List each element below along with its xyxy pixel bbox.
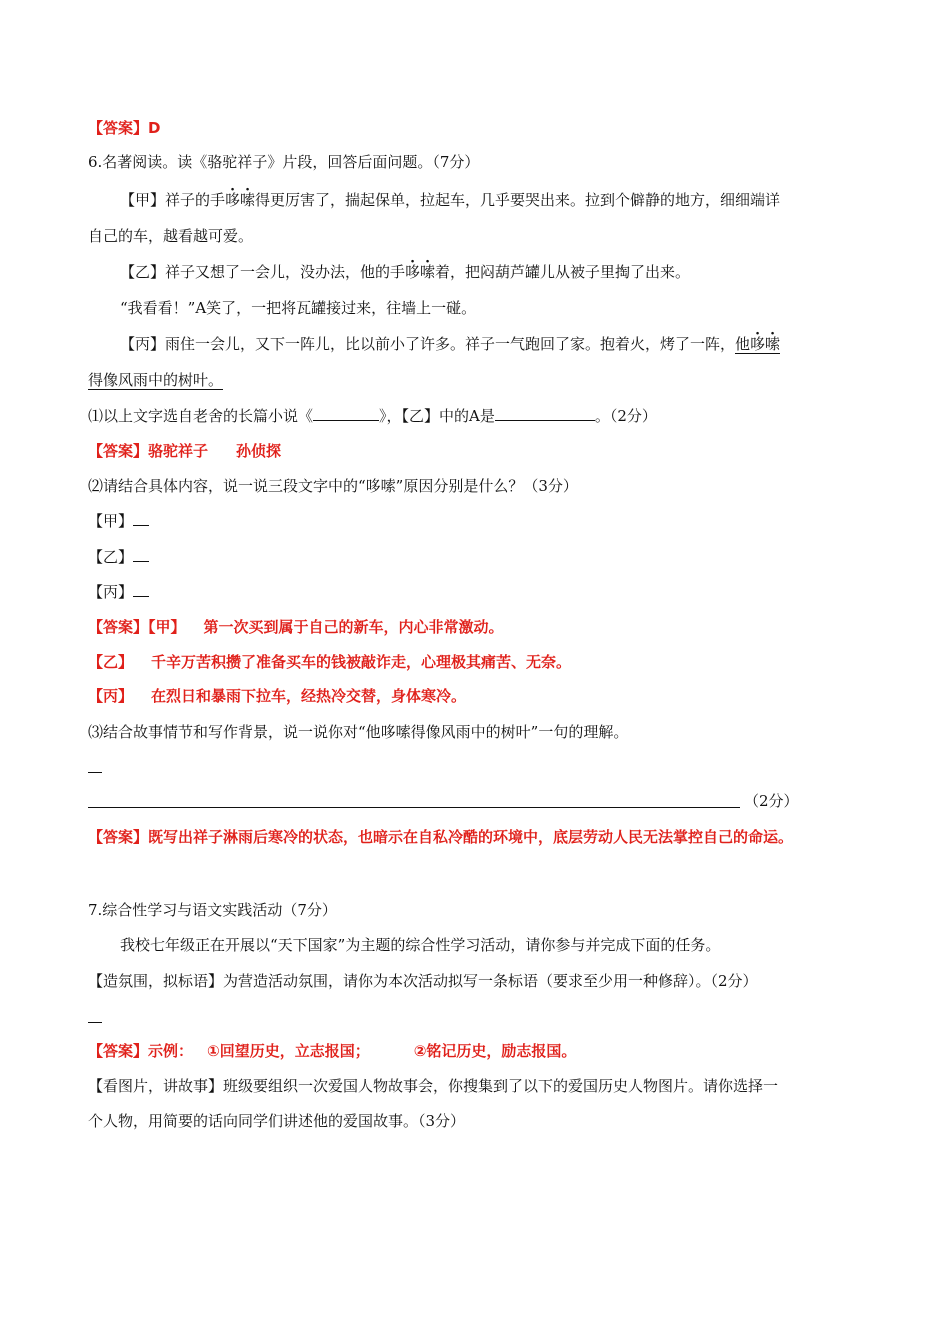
q6-quote: “我看看！”A笑了，一把将瓦罐接过来，往墙上一碰。 — [120, 299, 477, 317]
answer-blank[interactable] — [313, 406, 379, 421]
q6-sub2-answer-jia: 【答案】【甲】 第一次买到属于自己的新车，内心非常激动。 — [88, 618, 504, 636]
q6-sub2-blank-jia: 【甲】 — [88, 510, 890, 532]
answer-blank[interactable] — [133, 582, 149, 597]
answer-blank-short[interactable] — [88, 1022, 102, 1023]
q6-sub1: ⑴以上文字选自老舍的长篇小说《 》，【乙】中的A是 。（2分） — [88, 407, 657, 425]
q6-jia-paragraph-cont: 自己的车，越看越可爱。 — [88, 227, 254, 245]
q6-sub3-answer: 【答案】既写出祥子淋雨后寒冷的状态，也暗示在自私冷酷的环境中，底层劳动人民无法掌控自己的命运。 — [88, 828, 794, 846]
answer-blank-short[interactable] — [88, 772, 102, 773]
answer-blank[interactable] — [495, 406, 595, 421]
q6-sub3: ⑶结合故事情节和写作背景，说一说你对“他哆嗦得像风雨中的树叶”一句的理解。 — [88, 723, 629, 741]
answer-blank-line[interactable] — [88, 807, 740, 808]
q6-sub2-blank-bing: 【丙】 — [88, 581, 890, 603]
q7-intro: 我校七年级正在开展以“天下国家”为主题的综合性学习活动，请你参与并完成下面的任务。 — [120, 936, 721, 954]
q6-header: 6.名著阅读。读《骆驼祥子》片段，回答后面问题。（7分） — [88, 153, 480, 171]
q6-sub1-answer: 【答案】骆驼祥子 孙侦探 — [88, 442, 282, 460]
q6-bing-paragraph: 【丙】雨住一会儿，又下一阵儿，比以前小了许多。祥子一气跑回了家。抱着火，烤了一阵，他哆嗦 — [120, 335, 781, 353]
q7-task1-answer: 【答案】示例： ①回望历史，立志报国； ②铭记历史，励志报国。 — [88, 1042, 577, 1060]
q7-header: 7.综合性学习与语文实践活动（7分） — [88, 901, 337, 919]
q6-sub2: ⑵请结合具体内容，说一说三段文字中的“哆嗦”原因分别是什么？（3分） — [88, 477, 578, 495]
q6-sub2-blank-yi: 【乙】 — [88, 546, 890, 568]
underlined-sentence: 得像风雨中的树叶。 — [88, 371, 224, 389]
q5-answer: 【答案】D — [88, 119, 161, 137]
q6-yi-paragraph: 【乙】祥子又想了一会儿，没办法，他的手哆嗦着，把闷葫芦罐儿从被子里掏了出来。 — [120, 263, 691, 281]
emphasis-dot-char: 哆 — [225, 191, 241, 209]
emphasis-dot-char: 哆 — [405, 263, 421, 281]
q7-task1: 【造氛围，拟标语】为营造活动氛围，请你为本次活动拟写一条标语（要求至少用一种修辞）。（2分） — [88, 972, 758, 990]
q6-sub2-answer-bing: 【丙】 在烈日和暴雨下拉车，经热冷交替，身体寒冷。 — [88, 687, 467, 705]
q7-task2: 【看图片，讲故事】班级要组织一次爱国人物故事会，你搜集到了以下的爱国历史人物图片。请你选择一 — [88, 1077, 779, 1095]
answer-blank[interactable] — [133, 547, 149, 562]
emphasis-dot-char: 嗦 — [420, 263, 436, 281]
emphasis-dot-char: 哆 — [750, 335, 766, 353]
underlined-sentence: 他哆嗦 — [735, 335, 781, 353]
q7-task2-cont: 个人物，用简要的话向同学们讲述他的爱国故事。（3分） — [88, 1112, 466, 1130]
q6-sub3-score: （2分） — [744, 792, 799, 810]
q6-sub2-answer-yi: 【乙】 千辛万苦积攒了准备买车的钱被敲诈走，心理极其痛苦、无奈。 — [88, 653, 572, 671]
emphasis-dot-char: 嗦 — [765, 335, 781, 353]
emphasis-dot-char: 嗦 — [240, 191, 256, 209]
q6-bing-paragraph-cont — [88, 369, 890, 391]
answer-blank[interactable] — [133, 511, 149, 526]
q6-jia-paragraph: 【甲】祥子的手哆嗦得更厉害了，揣起保单，拉起车，几乎要哭出来。拉到个僻静的地方，细细端详 — [120, 191, 781, 209]
